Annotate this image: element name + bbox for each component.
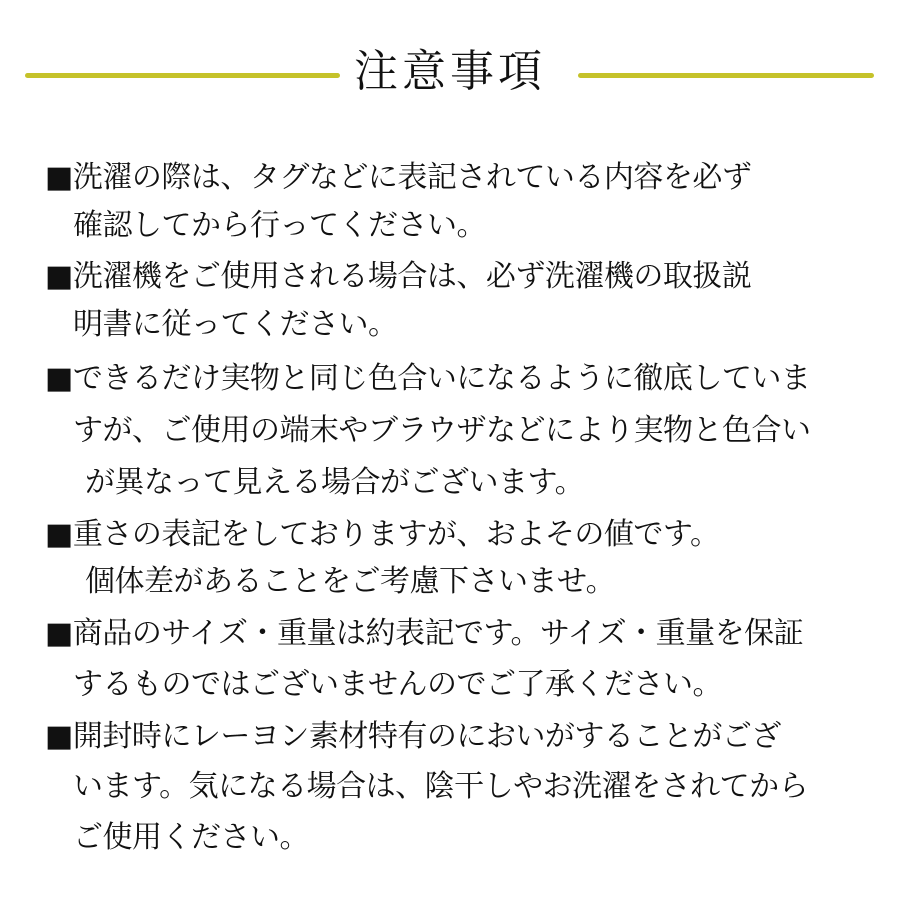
notice-2-line-2: 明書に従ってください。 [73,307,398,342]
notice-6-line-2: います。気になる場合は、陰干しやお洗濯をされてから [73,769,809,804]
notice-5-line-2: するものではございませんのでご了承ください。 [73,667,722,702]
notice-1-line-2: 確認してから行ってください。 [73,208,486,243]
title-rule-right [578,73,874,78]
notice-6-line-1: ■開封時にレーヨン素材特有のにおいがすることがござ [45,719,781,754]
notice-2-line-1: ■洗濯機をご使用される場合は、必ず洗濯機の取扱説 [45,259,752,294]
notice-6-line-3: ご使用ください。 [73,820,309,855]
notice-3-line-2: すが、ご使用の端末やブラウザなどにより実物と色合い [73,413,811,448]
page-title: 注意事項 [354,46,546,97]
notice-1-line-1: ■洗濯の際は、タグなどに表記されている内容を必ず [45,160,752,195]
notice-3-line-1: ■できるだけ実物と同じ色合いになるように徹底していま [45,361,811,396]
notice-3-line-3: が異なって見える場合がございます。 [85,465,585,500]
notice-4-line-1: ■重さの表記をしておりますが、およその値です。 [45,517,720,552]
notice-5-line-1: ■商品のサイズ・重量は約表記です。サイズ・重量を保証 [45,616,804,651]
notice-4-line-2: 個体差があることをご考慮下さいませ。 [85,564,616,599]
